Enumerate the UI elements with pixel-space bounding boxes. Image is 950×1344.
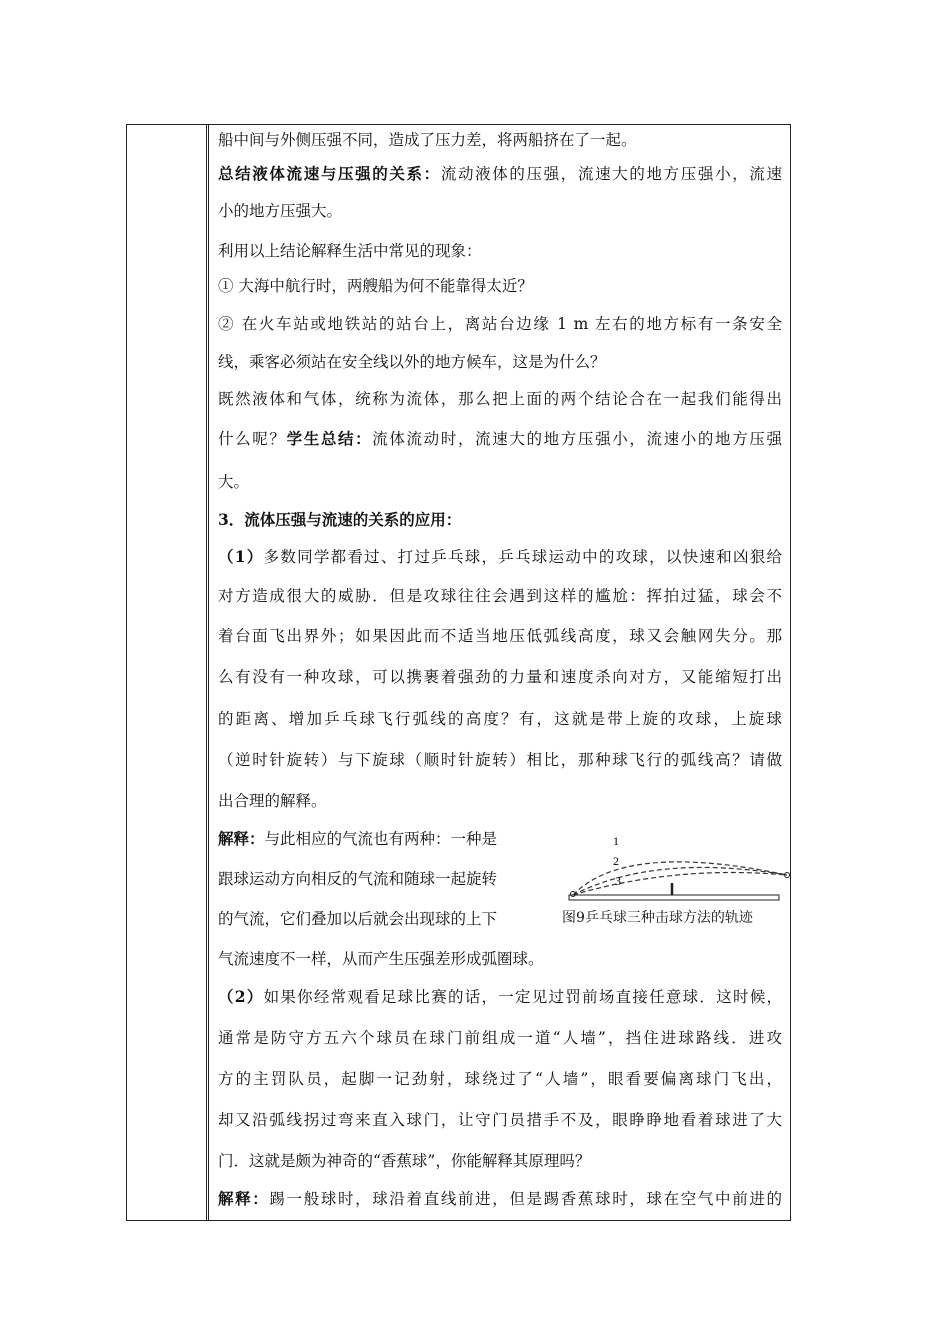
text-line: 跟球运动方向相反的气流和随球一起旋转 [218, 870, 498, 888]
text-line: 船中间与外侧压强不同，造成了压力差，将两船挤在了一起。 [218, 131, 637, 149]
text-line: 利用以上结论解释生活中常见的现象： [218, 242, 482, 260]
figure-caption: 图9乒乓球三种击球方法的轨迹 [562, 910, 753, 926]
text-line: 小的地方压强大。 [218, 202, 343, 220]
table-column-2 [207, 125, 209, 1220]
trajectory-3 [573, 873, 787, 896]
table-surface [569, 895, 779, 900]
text-line: ① 大海中航行时，两艘船为何不能靠得太近？ [218, 277, 533, 295]
text-line: ② 在火车站或地铁站的站台上，离站台边缘 1 m 左右的地方标有一条安全 [218, 315, 782, 333]
trajectory-label-1: 1 [613, 834, 619, 848]
text-line: 门．这就是颇为神奇的“香蕉球”，你能解释其原理吗？ [218, 1152, 591, 1170]
text-line: （2）如果你经常观看足球比赛的话，一定见过罚前场直接任意球．这时候， [218, 987, 782, 1006]
text-line: （逆时针旋转）与下旋球（顺时针旋转）相比，那种球飞行的弧线高？请做 [218, 751, 782, 769]
text-line: 大。 [218, 473, 250, 491]
section-heading: 3．流体压强与流速的关系的应用： [218, 510, 462, 529]
trajectory-2 [573, 867, 787, 895]
trajectory-1 [573, 862, 787, 895]
text-line: 着台面飞出界外；如果因此而不适当地压低弧线高度，球又会触网失分。那 [218, 627, 782, 645]
table-column-1 [127, 125, 207, 1220]
text-line: 么有没有一种攻球，可以携裹着强劲的力量和速度杀向对方，又能缩短打出 [218, 668, 782, 686]
text-line: 解释：与此相应的气流也有两种：一种是 [218, 829, 498, 848]
trajectory-label-2: 2 [613, 854, 619, 868]
text-line: 既然液体和气体，统称为流体，那么把上面的两个结论合在一起我们能得出 [218, 390, 782, 408]
text-line: 什么呢？学生总结：流体流动时，流速大的地方压强小，流速小的地方压强 [218, 429, 782, 448]
lesson-table [126, 124, 791, 1221]
text-line: 通常是防守方五六个球员在球门前组成一道“人墙”，挡住进球路线．进攻 [218, 1029, 782, 1047]
text-line: 方的主罚队员，起脚一记劲射，球绕过了“人墙”，眼看要偏离球门飞出， [218, 1070, 782, 1088]
text-line: 出合理的解释。 [218, 792, 327, 810]
text-line: 线，乘客必须站在安全线以外的地方候车，这是为什么？ [218, 353, 606, 371]
text-line: （1）多数同学都看过、打过乒乓球，乒乓球运动中的攻球，以快速和凶狠给 [218, 547, 782, 566]
text-line: 却又沿弧线拐过弯来直入球门，让守门员措手不及，眼睁睁地看着球进了大 [218, 1111, 782, 1129]
text-line: 解释：踢一般球时，球沿着直线前进，但是踢香蕉球时，球在空气中前进的 [218, 1189, 782, 1208]
text-line: 总结液体流速与压强的关系：流动液体的压强，流速大的地方压强小，流速 [218, 164, 782, 183]
trajectory-label-3: 3 [615, 874, 621, 888]
text-line: 对方造成很大的威胁．但是攻球往往会遇到这样的尴尬：挥拍过猛，球会不 [218, 587, 782, 605]
text-line: 的气流，它们叠加以后就会出现球的上下 [218, 910, 498, 928]
text-line: 气流速度不一样，从而产生压强差形成弧圈球。 [218, 950, 544, 968]
text-line: 的距离、增加乒乓球飞行弧线的高度？有，这就是带上旋的攻球，上旋球 [218, 710, 782, 728]
